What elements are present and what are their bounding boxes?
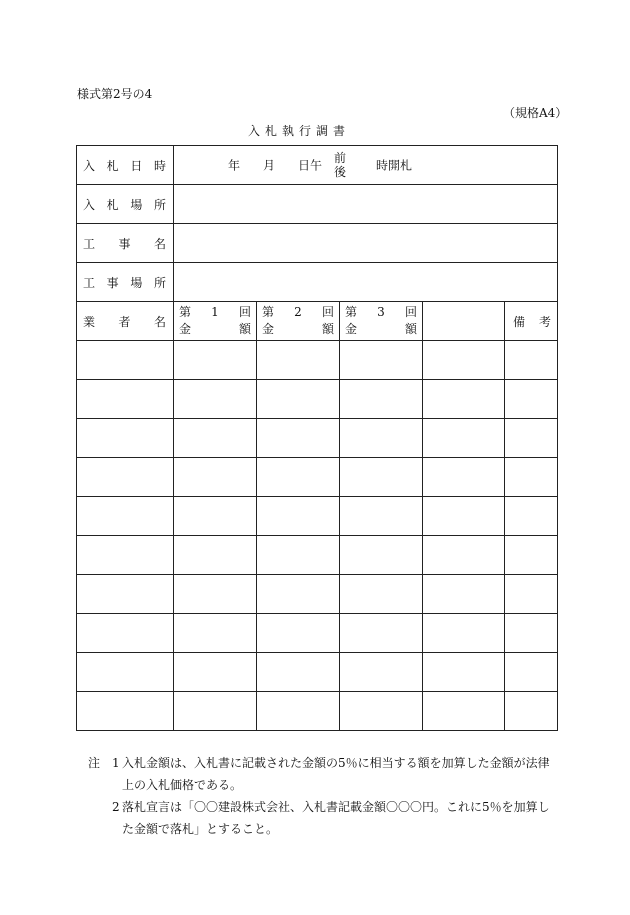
extra-cell[interactable]	[423, 653, 505, 692]
bidder-row	[77, 536, 558, 575]
bidder-row	[77, 380, 558, 419]
extra-cell[interactable]	[423, 341, 505, 380]
company-cell[interactable]	[77, 497, 174, 536]
company-cell[interactable]	[77, 458, 174, 497]
round-1-amount-cell[interactable]	[174, 692, 257, 731]
round-1-amount-cell[interactable]	[174, 497, 257, 536]
work-site-field[interactable]	[174, 263, 558, 302]
round-2-amount-cell[interactable]	[257, 419, 340, 458]
round-1-amount-cell[interactable]	[174, 341, 257, 380]
remarks-cell[interactable]	[505, 458, 558, 497]
remarks-cell[interactable]	[505, 497, 558, 536]
round-1-amount-cell[interactable]	[174, 380, 257, 419]
extra-cell[interactable]	[423, 536, 505, 575]
round-2-amount-cell[interactable]	[257, 497, 340, 536]
note-1	[88, 752, 558, 796]
company-cell[interactable]	[77, 341, 174, 380]
bidder-row	[77, 497, 558, 536]
remarks-cell[interactable]	[505, 536, 558, 575]
row-bid-date	[77, 146, 558, 185]
work-name-field[interactable]	[174, 224, 558, 263]
extra-cell[interactable]	[423, 614, 505, 653]
extra-cell[interactable]	[423, 575, 505, 614]
note-text: 入札金額は、入札書に記載された金額の5％に相当する額を加算した金額が法律上の入札価格である。	[122, 756, 550, 792]
header-round-1: 第 1 回 金 額	[174, 302, 257, 341]
note-mark: 注	[88, 756, 101, 770]
company-cell[interactable]	[77, 653, 174, 692]
bidder-row	[77, 614, 558, 653]
bid-header-row	[77, 302, 558, 341]
note-text: 落札宣言は「〇〇建設株式会社、入札書記載金額〇〇〇円。これに5％を加算した金額で落札」とすること。	[122, 800, 550, 836]
company-cell[interactable]	[77, 614, 174, 653]
document-title: 入札執行調書	[248, 124, 351, 138]
extra-cell[interactable]	[423, 380, 505, 419]
round-2-amount-cell[interactable]	[257, 692, 340, 731]
am-pm-label: 前 後	[334, 151, 347, 179]
round-3-amount-cell[interactable]	[340, 458, 423, 497]
round-2-amount-cell[interactable]	[257, 341, 340, 380]
round-3-amount-cell[interactable]	[340, 341, 423, 380]
remarks-cell[interactable]	[505, 419, 558, 458]
company-cell[interactable]	[77, 419, 174, 458]
day-pm-label: 日午	[298, 158, 323, 173]
round-3-amount-cell[interactable]	[340, 614, 423, 653]
bidder-row	[77, 458, 558, 497]
round-3-amount-cell[interactable]	[340, 380, 423, 419]
bid-date-field[interactable]	[174, 146, 558, 185]
month-label: 月	[263, 158, 276, 173]
round-3-amount-cell[interactable]	[340, 419, 423, 458]
round-2-amount-cell[interactable]	[257, 380, 340, 419]
header-round-2: 第 2 回 金 額	[257, 302, 340, 341]
company-cell[interactable]	[77, 380, 174, 419]
remarks-cell[interactable]	[505, 614, 558, 653]
extra-cell[interactable]	[423, 419, 505, 458]
label-bid-date: 入 札 日 時	[77, 146, 174, 185]
company-cell[interactable]	[77, 575, 174, 614]
round-1-amount-cell[interactable]	[174, 614, 257, 653]
round-1-amount-cell[interactable]	[174, 419, 257, 458]
extra-cell[interactable]	[423, 692, 505, 731]
opening-time-label: 時開札	[376, 158, 413, 173]
round-2-amount-cell[interactable]	[257, 575, 340, 614]
round-1-amount-cell[interactable]	[174, 536, 257, 575]
bidder-row	[77, 419, 558, 458]
bid-place-field[interactable]	[174, 185, 558, 224]
round-1-amount-cell[interactable]	[174, 575, 257, 614]
note-number: 1	[112, 756, 120, 770]
round-2-amount-cell[interactable]	[257, 458, 340, 497]
label-work-name: 工 事 名	[77, 224, 174, 263]
remarks-cell[interactable]	[505, 575, 558, 614]
round-2-amount-cell[interactable]	[257, 536, 340, 575]
round-3-amount-cell[interactable]	[340, 497, 423, 536]
row-work-name	[77, 224, 558, 263]
round-3-amount-cell[interactable]	[340, 575, 423, 614]
bidder-row	[77, 653, 558, 692]
company-cell[interactable]	[77, 692, 174, 731]
extra-cell[interactable]	[423, 458, 505, 497]
remarks-cell[interactable]	[505, 653, 558, 692]
note-number: 2	[112, 800, 120, 814]
label-bid-place: 入 札 場 所	[77, 185, 174, 224]
bidder-row	[77, 692, 558, 731]
round-3-amount-cell[interactable]	[340, 536, 423, 575]
label-work-site: 工 事 場 所	[77, 263, 174, 302]
header-company: 業 者 名	[77, 302, 174, 341]
round-1-amount-cell[interactable]	[174, 653, 257, 692]
remarks-cell[interactable]	[505, 692, 558, 731]
round-3-amount-cell[interactable]	[340, 653, 423, 692]
header-round-3: 第 3 回 金 額	[340, 302, 423, 341]
header-remarks: 備 考	[505, 302, 558, 341]
bid-record-table	[76, 145, 558, 731]
row-bid-place	[77, 185, 558, 224]
header-blank	[423, 302, 505, 341]
round-1-amount-cell[interactable]	[174, 458, 257, 497]
row-work-site	[77, 263, 558, 302]
remarks-cell[interactable]	[505, 341, 558, 380]
year-label: 年	[228, 158, 241, 173]
extra-cell[interactable]	[423, 497, 505, 536]
company-cell[interactable]	[77, 536, 174, 575]
round-3-amount-cell[interactable]	[340, 692, 423, 731]
form-number: 様式第2号の4	[77, 87, 153, 101]
bidder-row	[77, 341, 558, 380]
round-2-amount-cell[interactable]	[257, 614, 340, 653]
note-2	[88, 796, 558, 840]
round-2-amount-cell[interactable]	[257, 653, 340, 692]
bidder-row	[77, 575, 558, 614]
size-note: （規格A4）	[503, 106, 568, 120]
remarks-cell[interactable]	[505, 380, 558, 419]
notes	[88, 752, 558, 840]
